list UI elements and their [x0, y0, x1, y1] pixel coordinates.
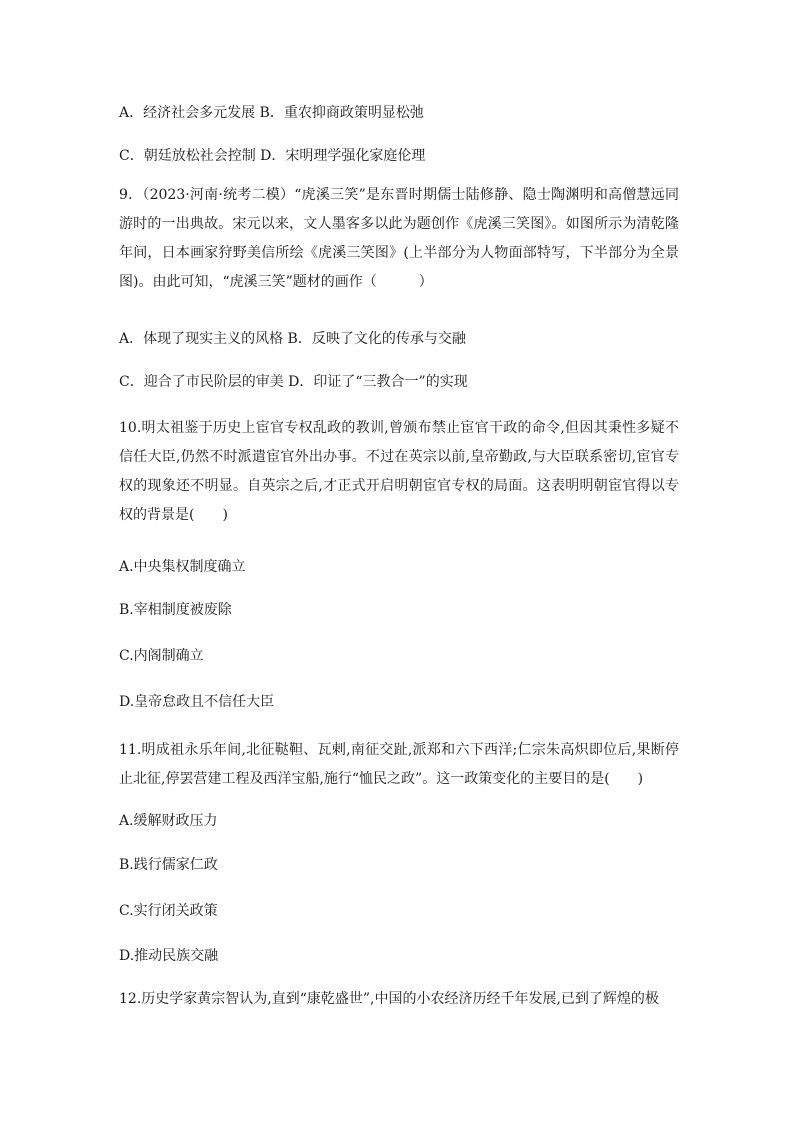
q8-option-ab: A．经济社会多元发展 B．重农抑商政策明显松弛	[119, 105, 424, 121]
q9-stem: 9．（2023·河南·统考二模）“虎溪三笑”是东晋时期儒士陆修静、隐士陶渊明和高僧慧远同游时的一出典故。宋元以来，文人墨客多以此为题创作《虎溪三笑图》。如图所示为清乾隆年间，日本画家狩野美信所绘《虎溪三笑图》(上半部分为人物面部特写，下半部分为全景图)。由此可知，“虎溪三笑”题材的画作（ ）	[119, 187, 679, 290]
q10-option-a: A.中央集权制度确立	[119, 559, 246, 575]
q12-stem: 12.历史学家黄宗智认为,直到“康乾盛世”,中国的小农经济历经千年发展,已到了辉煌的极	[119, 991, 659, 1007]
q10-option-b: B.宰相制度被废除	[119, 602, 232, 618]
q11-option-a: A.缓解财政压力	[119, 813, 218, 829]
q9-option-ab: A．体现了现实主义的风格 B．反映了文化的传承与交融	[119, 331, 466, 347]
q11-option-b: B.践行儒家仁政	[119, 857, 218, 873]
q11-stem: 11.明成祖永乐年间,北征鞑靼、瓦剌,南征交趾,派郑和六下西洋;仁宗朱高炽即位后,果断停止北征,停罢营建工程及西洋宝船,施行“恤民之政”。这一政策变化的主要目的是( )	[119, 742, 679, 787]
q8-option-cd: C．朝廷放松社会控制 D．宋明理学强化家庭伦理	[119, 148, 426, 164]
q11-option-c: C.实行闭关政策	[119, 903, 218, 919]
q10-option-d: D.皇帝怠政且不信任大臣	[119, 694, 275, 710]
q9-option-cd: C．迎合了市民阶层的审美 D．印证了“三教合一”的实现	[119, 374, 468, 390]
q10-option-c: C.内阁制确立	[119, 648, 204, 664]
q10-stem: 10.明太祖鉴于历史上宦官专权乱政的教训,曾颁布禁止宦官干政的命令,但因其秉性多疑不信任大臣,仍然不时派遣宦官外出办事。不过在英宗以前,皇帝勤政,与大臣联系密切,宦官专权的现象还不明显。自英宗之后,才正式开启明朝宦官专权的局面。这表明明朝宦官得以专权的背景是( )	[119, 420, 679, 523]
q11-option-d: D.推动民族交融	[119, 948, 219, 964]
